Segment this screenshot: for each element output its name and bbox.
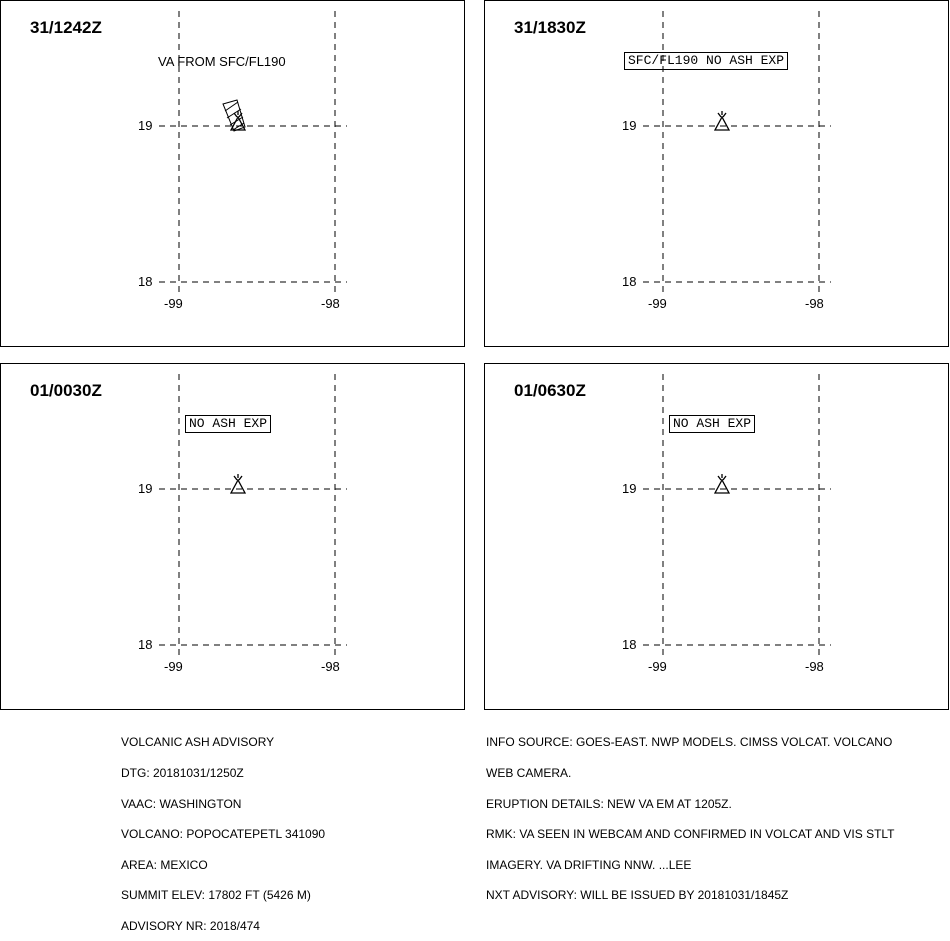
- advisory-line: ERUPTION DETAILS: NEW VA EM AT 1205Z.: [486, 796, 732, 811]
- panel-time: 01/0630Z: [514, 381, 586, 400]
- lon-label-99: -99: [164, 659, 183, 674]
- lat-label-18: 18: [622, 274, 637, 289]
- advisory-line: SUMMIT ELEV: 17802 FT (5426 M): [121, 888, 311, 903]
- lon-label-98: -98: [321, 659, 340, 674]
- lat-label-18: 18: [622, 637, 637, 652]
- panel-ash-label: VA FROM SFC/FL190: [158, 54, 286, 69]
- volcano-icon: [715, 111, 729, 130]
- lat-label-19: 19: [622, 118, 637, 133]
- advisory-line: RMK: VA SEEN IN WEBCAM AND CONFIRMED IN VOLCAT AND VIS STLT: [486, 827, 895, 842]
- lat-label-18: 18: [138, 637, 153, 652]
- volcano-icon: [231, 474, 245, 493]
- lat-label-18: 18: [138, 274, 153, 289]
- forecast-panel-1830z: [484, 0, 949, 347]
- panel-time: 31/1242Z: [30, 18, 102, 37]
- panel-time: 31/1830Z: [514, 18, 586, 37]
- advisory-line: AREA: MEXICO: [121, 857, 208, 872]
- panel-ash-label: NO ASH EXP: [669, 415, 755, 433]
- lon-label-99: -99: [164, 296, 183, 311]
- advisory-line: DTG: 20181031/1250Z: [121, 766, 244, 781]
- panel-time: 01/0030Z: [30, 381, 102, 400]
- panel-ash-label: NO ASH EXP: [185, 415, 271, 433]
- lat-label-19: 19: [622, 481, 637, 496]
- forecast-panel-0630z: [484, 363, 949, 710]
- lon-label-99: -99: [648, 296, 667, 311]
- advisory-line: VOLCANIC ASH ADVISORY: [121, 735, 275, 750]
- advisory-line: WEB CAMERA.: [486, 766, 572, 781]
- lon-label-99: -99: [648, 659, 667, 674]
- advisory-line: NXT ADVISORY: WILL BE ISSUED BY 20181031/1845Z: [486, 888, 789, 903]
- advisory-info-left: [121, 717, 325, 941]
- lon-label-98: -98: [805, 296, 824, 311]
- lat-label-19: 19: [138, 118, 153, 133]
- lat-label-19: 19: [138, 481, 153, 496]
- advisory-info-right: [486, 717, 895, 911]
- advisory-line: INFO SOURCE: GOES-EAST. NWP MODELS. CIMSS VOLCAT. VOLCANO: [486, 735, 893, 750]
- advisory-line: ADVISORY NR: 2018/474: [121, 919, 260, 934]
- lon-label-98: -98: [321, 296, 340, 311]
- advisory-line: VAAC: WASHINGTON: [121, 796, 242, 811]
- volcano-icon: [715, 474, 729, 493]
- forecast-panel-0030z: [0, 363, 465, 710]
- lon-label-98: -98: [805, 659, 824, 674]
- advisory-line: VOLCANO: POPOCATEPETL 341090: [121, 827, 326, 842]
- advisory-line: IMAGERY. VA DRIFTING NNW. ...LEE: [486, 857, 692, 872]
- panel-ash-label: SFC/FL190 NO ASH EXP: [624, 52, 788, 70]
- forecast-panel-1242z: [0, 0, 465, 347]
